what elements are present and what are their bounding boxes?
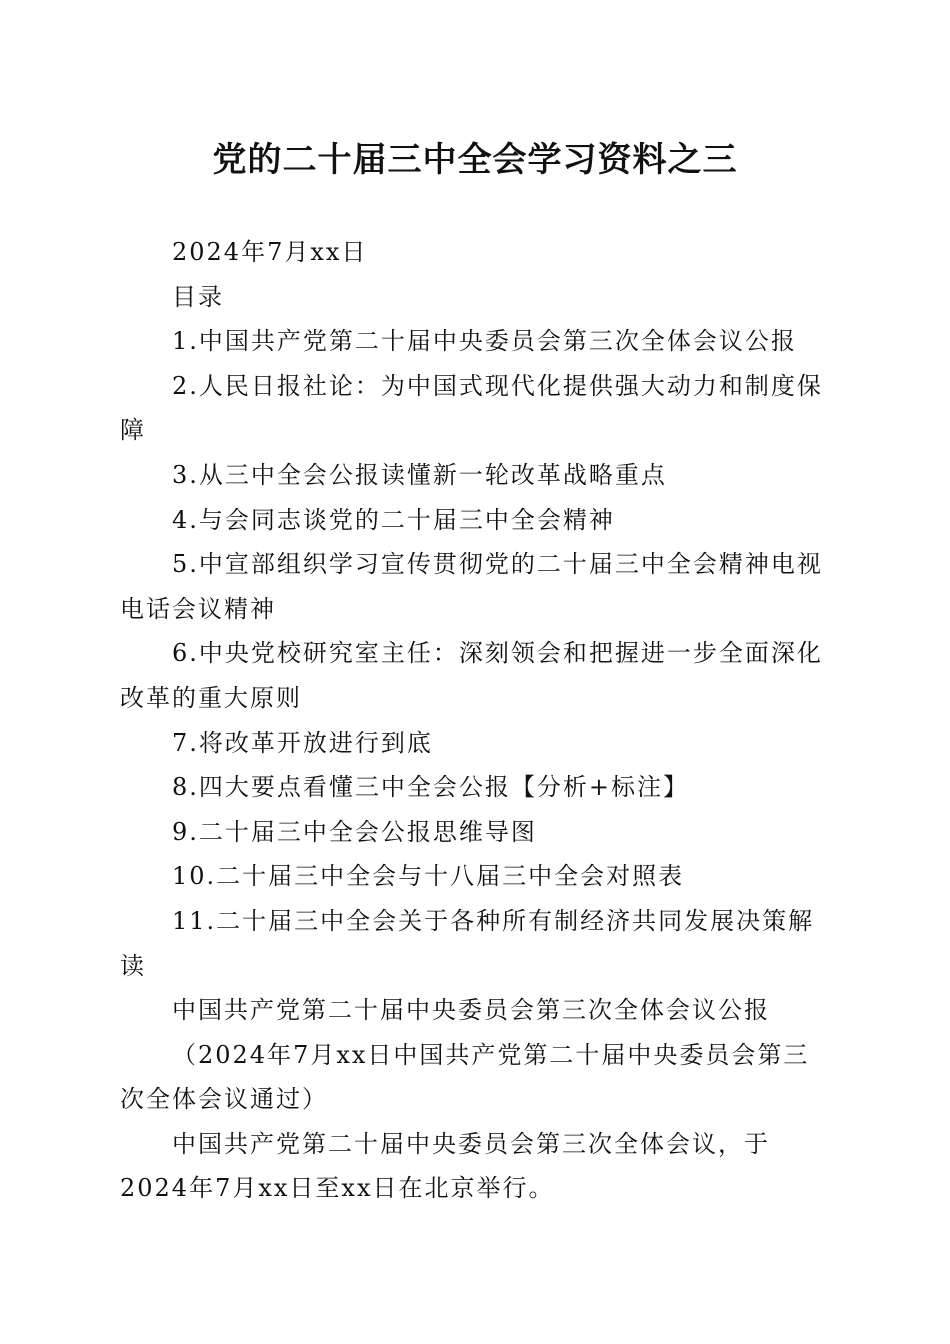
section-note: （2024年7月xx日中国共产党第二十届中央委员会第三次全体会议通过） bbox=[120, 1040, 810, 1114]
section-body: 中国共产党第二十届中央委员会第三次全体会议，于2024年7月xx日至xx日在北京举行。 bbox=[120, 1129, 770, 1203]
section-title: 中国共产党第二十届中央委员会第三次全体会议公报 bbox=[172, 996, 770, 1025]
toc-item-8: 8.四大要点看懂三中全会公报【分析+标注】 bbox=[172, 773, 690, 802]
toc-item-5: 5.中宣部组织学习宣传贯彻党的二十届三中全会精神电视电话会议精神 bbox=[120, 550, 823, 623]
document-body bbox=[120, 230, 828, 1211]
toc-item-9: 9.二十届三中全会公报思维导图 bbox=[172, 817, 537, 846]
toc-item-1: 1.中国共产党第二十届中央委员会第三次全体会议公报 bbox=[172, 327, 797, 356]
toc-item-11: 11.二十届三中全会关于各种所有制经济共同发展决策解读 bbox=[120, 906, 815, 980]
document-title: 党的二十届三中全会学习资料之三 bbox=[212, 140, 738, 180]
toc-item-3: 3.从三中全会公报读懂新一轮改革战略重点 bbox=[172, 460, 667, 489]
toc-item-7: 7.将改革开放进行到底 bbox=[172, 728, 433, 757]
toc-item-6: 6.中央党校研究室主任：深刻领会和把握进一步全面深化改革的重大原则 bbox=[120, 639, 823, 712]
toc-item-10: 10.二十届三中全会与十八届三中全会对照表 bbox=[172, 862, 685, 891]
document-date: 2024年7月xx日 bbox=[172, 238, 368, 266]
toc-heading: 目录 bbox=[172, 282, 224, 311]
toc-item-4: 4.与会同志谈党的二十届三中全会精神 bbox=[172, 505, 615, 534]
toc-item-2: 2.人民日报社论：为中国式现代化提供强大动力和制度保障 bbox=[120, 371, 823, 445]
